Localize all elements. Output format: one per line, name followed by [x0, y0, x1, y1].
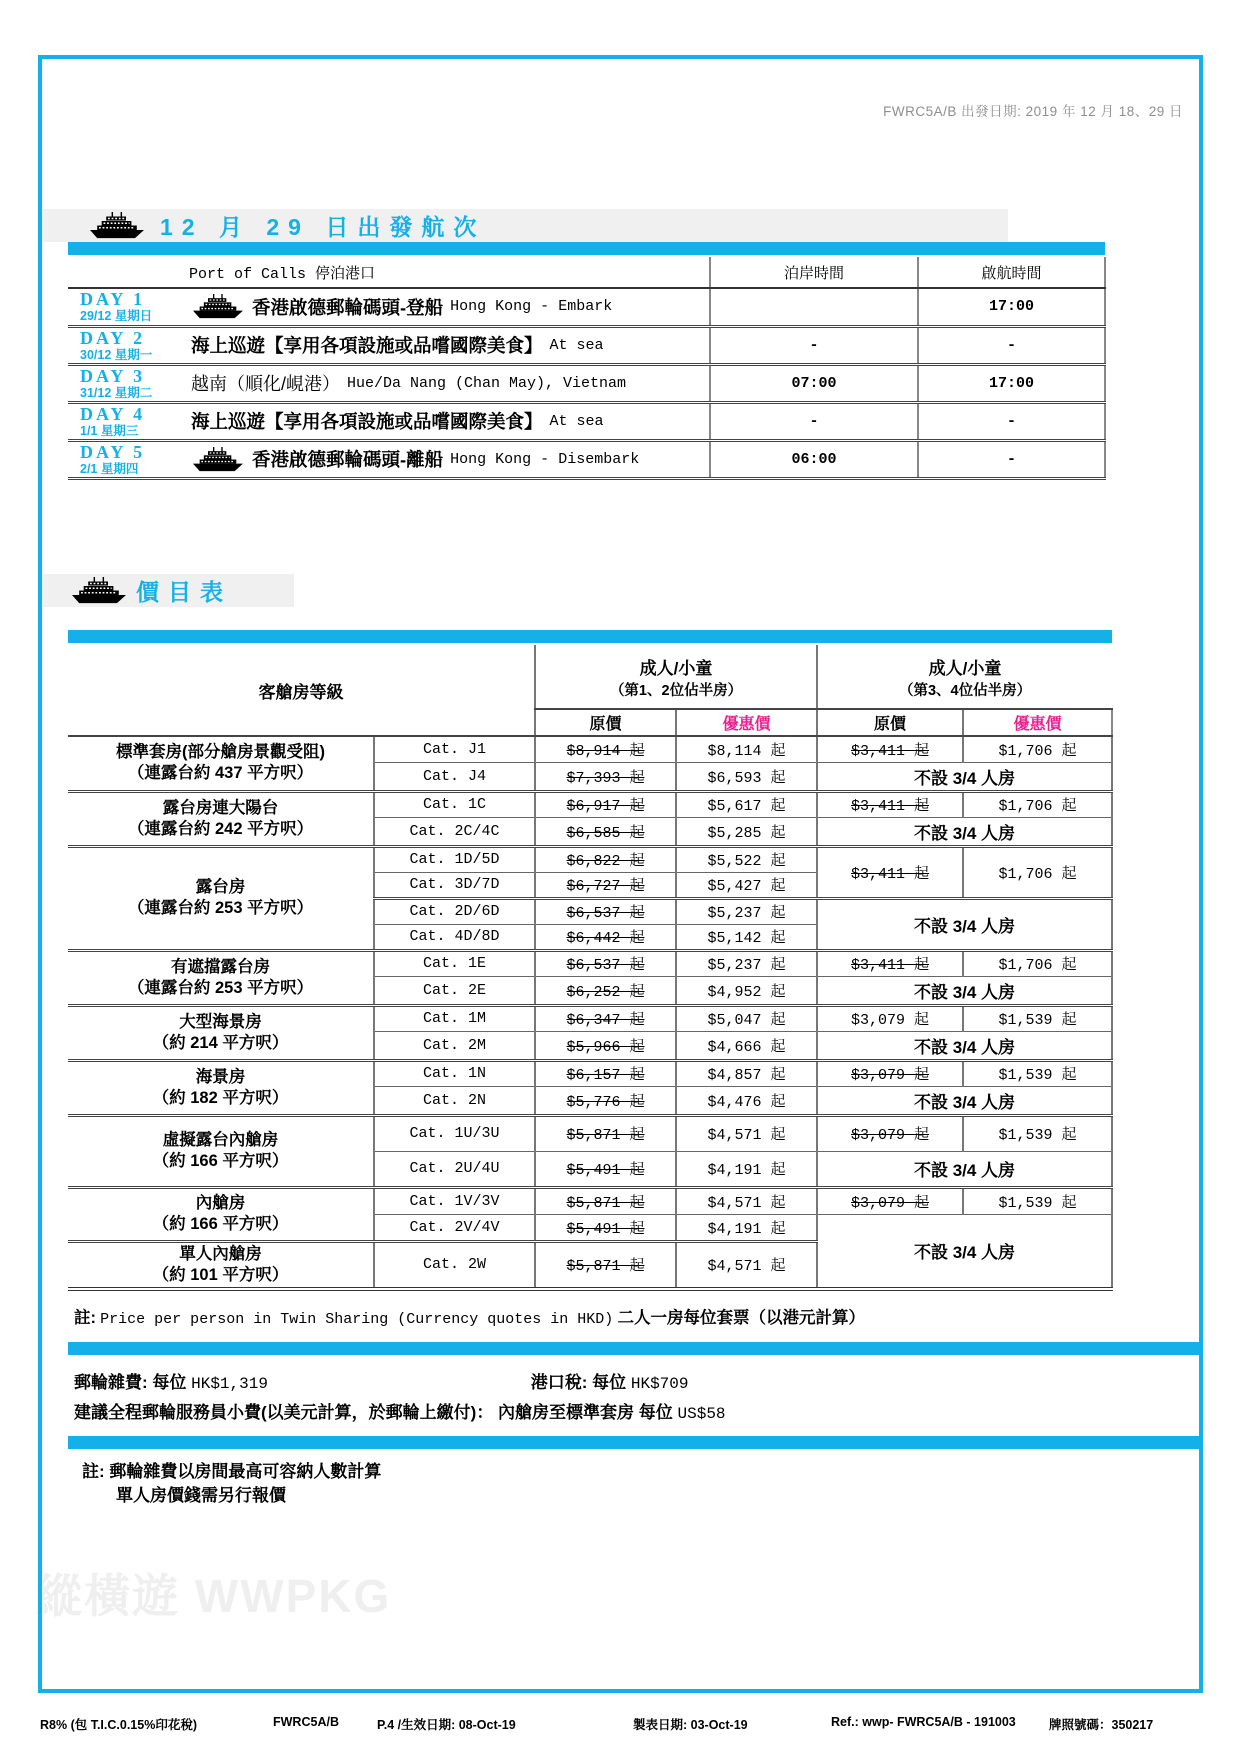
port-name-en: Hue/Da Nang (Chan May), Vietnam [347, 374, 627, 392]
day-date: 2/1 星期四 [80, 461, 139, 476]
note-zh: 二人一房每位套票（以港元計算） [617, 1308, 865, 1327]
promo-price: $5,047 起 [676, 1005, 817, 1031]
port-name-zh: 香港啟德郵輪碼頭-登船 [252, 296, 444, 318]
cabin-category: Cat. 1V/3V [374, 1187, 535, 1214]
orig-price: $5,491 起 [535, 1151, 676, 1187]
ship-icon [70, 577, 128, 604]
berth-time [710, 288, 918, 326]
itinerary-row-day5 [68, 440, 1105, 478]
orig-price: $5,966 起 [535, 1031, 676, 1060]
port-name-en: Hong Kong - Disembark [450, 450, 640, 468]
cabin-category: Cat. 4D/8D [374, 924, 535, 950]
cabin-name: 標準套房(部分艙房景觀受阻) （連露台約 437 平方呎） [68, 736, 374, 791]
footnote-block [68, 1460, 1112, 1508]
price-row [68, 1060, 1112, 1086]
ref-header: FWRC5A/B 出發日期: 2019 年 12 月 18、29 日 [883, 104, 1183, 119]
port-tax-label: 港口稅: 每位 [530, 1372, 627, 1392]
group1-subtitle: （第1、2位佔半房） [609, 682, 743, 699]
promo-price: $1,539 起 [963, 1060, 1112, 1086]
promo-price: $1,706 起 [963, 846, 1112, 898]
cabin-category: Cat. 2U/4U [374, 1151, 535, 1187]
port-name-zh: 越南（順化/峴港） [191, 374, 341, 394]
port-name-zh: 海上巡遊【享用各項設施或品嚐國際美食】 [191, 335, 543, 356]
promo-price: $4,476 起 [676, 1086, 817, 1115]
departure-time: - [918, 440, 1105, 478]
no-34-berth-note: 不設 3/4 人房 [817, 1214, 1112, 1289]
promo-price: $4,571 起 [676, 1241, 817, 1289]
day-label: DAY 4 [80, 403, 146, 424]
cabin-category: Cat. 3D/7D [374, 872, 535, 898]
group1-title: 成人/小童 [639, 658, 713, 678]
footer-issue-date: 製表日期: 03-Oct-19 [633, 1718, 748, 1732]
orig-price: $7,393 起 [535, 762, 676, 791]
itinerary-section-title: 12 月 29 日出發航次 [160, 214, 486, 240]
itinerary-row-day1 [68, 288, 1105, 326]
promo-price: $1,706 起 [963, 950, 1112, 976]
price-table [68, 630, 1112, 1508]
note-prefix: 註: [74, 1308, 96, 1327]
port-name-en: Hong Kong - Embark [450, 298, 613, 316]
cabin-name: 內艙房 （約 166 平方呎） [68, 1187, 374, 1241]
promo-price: $5,237 起 [676, 898, 817, 924]
berth-time: 06:00 [710, 440, 918, 478]
orig-price: $3,411 起 [817, 950, 963, 976]
itinerary-section-header [42, 209, 1008, 242]
price-row [68, 1187, 1112, 1214]
orig-price: $3,079 起 [817, 1115, 963, 1151]
berth-time: - [710, 326, 918, 364]
price-row [68, 1005, 1112, 1031]
promo-price: $5,522 起 [676, 846, 817, 872]
port-name-en: At sea [549, 336, 604, 354]
orig-price: $5,871 起 [535, 1241, 676, 1289]
day-label: DAY 3 [80, 365, 146, 386]
promo-price: $1,539 起 [963, 1005, 1112, 1031]
promo-price: $1,539 起 [963, 1115, 1112, 1151]
group2-title: 成人/小童 [928, 658, 1002, 678]
cabin-category: Cat. 1U/3U [374, 1115, 535, 1151]
port-column-header: Port of Calls 停泊港口 [185, 257, 710, 288]
cabin-category: Cat. 2M [374, 1031, 535, 1060]
port-name-zh: 海上巡遊【享用各項設施或品嚐國際美食】 [191, 411, 543, 432]
footer-code: FWRC5A/B [273, 1715, 339, 1729]
orig-price: $3,411 起 [817, 791, 963, 817]
twin-sharing-note [68, 1304, 1112, 1328]
ship-icon [191, 294, 245, 319]
itinerary-row-day2 [68, 326, 1105, 364]
orig-price: $5,871 起 [535, 1115, 676, 1151]
promo-price: $6,593 起 [676, 762, 817, 791]
promo-price: $1,539 起 [963, 1187, 1112, 1214]
berth-time: 07:00 [710, 364, 918, 402]
promo-price: $5,237 起 [676, 950, 817, 976]
price-row [68, 846, 1112, 872]
itinerary-table [68, 242, 1105, 480]
promo-price-header: 優惠價 [963, 709, 1112, 736]
no-34-berth-note: 不設 3/4 人房 [817, 1086, 1112, 1115]
day-label: DAY 5 [80, 441, 146, 462]
departure-time: - [918, 326, 1105, 364]
promo-price: $5,427 起 [676, 872, 817, 898]
tips-value: US$58 [677, 1404, 726, 1423]
price-section-title: 價目表 [136, 579, 232, 605]
orig-price: $3,079 起 [817, 1005, 963, 1031]
itinerary-row-day4 [68, 402, 1105, 440]
tips-label: 建議全程郵輪服務員小費(以美元計算，於郵輪上繳付)： 內艙房至標準套房 每位 [74, 1402, 673, 1422]
watermark: 縱橫遊 WWPKG [36, 1570, 392, 1622]
footer-effective-date: P.4 /生效日期: 08-Oct-19 [377, 1718, 516, 1732]
promo-price: $5,142 起 [676, 924, 817, 950]
itinerary-row-day3 [68, 364, 1105, 402]
promo-price-header: 優惠價 [676, 709, 817, 736]
cabin-category: Cat. 2V/4V [374, 1214, 535, 1241]
cabin-category: Cat. 1C [374, 791, 535, 817]
day-date: 30/12 星期一 [80, 347, 153, 362]
day-column-header [68, 257, 185, 288]
orig-price: $6,537 起 [535, 898, 676, 924]
orig-price: $3,411 起 [817, 736, 963, 762]
day-date: 1/1 星期三 [80, 423, 139, 438]
footer-licence: 牌照號碼：350217 [1049, 1718, 1154, 1732]
cabin-name: 有遮擋露台房 （連露台約 253 平方呎） [68, 950, 374, 1005]
cabin-category: Cat. 2N [374, 1086, 535, 1115]
orig-price: $3,411 起 [817, 846, 963, 898]
price-table-top-bar [68, 630, 1112, 643]
orig-price: $6,822 起 [535, 846, 676, 872]
cabin-name: 海景房 （約 182 平方呎） [68, 1060, 374, 1115]
footnote-prefix: 註: [82, 1461, 105, 1481]
orig-price: $6,252 起 [535, 976, 676, 1005]
orig-price: $6,157 起 [535, 1060, 676, 1086]
group2-header [817, 645, 1112, 709]
promo-price: $1,706 起 [963, 736, 1112, 762]
orig-price: $6,347 起 [535, 1005, 676, 1031]
day-date: 29/12 星期日 [80, 309, 153, 324]
orig-price: $8,914 起 [535, 736, 676, 762]
price-row [68, 1115, 1112, 1151]
footer-tax-note: R8% (包 T.I.C.0.15%印花稅) [40, 1718, 197, 1732]
port-name-en: At sea [549, 412, 604, 430]
divider-bar [68, 1436, 1199, 1449]
divider-bar [68, 1342, 1199, 1355]
day-label: DAY 1 [80, 289, 146, 310]
orig-price: $5,776 起 [535, 1086, 676, 1115]
promo-price: $4,191 起 [676, 1151, 817, 1187]
misc-fee-label: 郵輪雜費: 每位 [74, 1372, 187, 1392]
promo-price: $4,191 起 [676, 1214, 817, 1241]
promo-price: $8,114 起 [676, 736, 817, 762]
price-row [68, 950, 1112, 976]
cabin-grade-header: 客艙房等級 [68, 645, 535, 736]
cruise-fees-line [68, 1368, 1112, 1393]
cabin-category: Cat. 2D/6D [374, 898, 535, 924]
footer-ref: Ref.: wwp- FWRC5A/B - 191003 [831, 1715, 1016, 1729]
price-section-header [42, 574, 294, 607]
port-tax-value: HK$709 [630, 1374, 689, 1393]
orig-price: $6,537 起 [535, 950, 676, 976]
orig-price-header: 原價 [817, 709, 963, 736]
tips-line [68, 1398, 1112, 1423]
departure-time-column-header: 啟航時間 [918, 257, 1105, 288]
no-34-berth-note: 不設 3/4 人房 [817, 898, 1112, 950]
orig-price-header: 原價 [535, 709, 676, 736]
ship-icon [191, 447, 245, 472]
no-34-berth-note: 不設 3/4 人房 [817, 1151, 1112, 1187]
orig-price: $5,871 起 [535, 1187, 676, 1214]
cabin-category: Cat. J4 [374, 762, 535, 791]
cabin-name: 露台房連大陽台 （連露台約 242 平方呎） [68, 791, 374, 846]
cabin-category: Cat. 1E [374, 950, 535, 976]
orig-price: $6,917 起 [535, 791, 676, 817]
departure-time: 17:00 [918, 364, 1105, 402]
berth-time: - [710, 402, 918, 440]
day-date: 31/12 星期二 [80, 385, 153, 400]
berth-time-column-header: 泊岸時間 [710, 257, 918, 288]
orig-price: $6,727 起 [535, 872, 676, 898]
cabin-category: Cat. 2E [374, 976, 535, 1005]
promo-price: $4,571 起 [676, 1115, 817, 1151]
promo-price: $4,857 起 [676, 1060, 817, 1086]
orig-price: $3,079 起 [817, 1060, 963, 1086]
promo-price: $4,952 起 [676, 976, 817, 1005]
no-34-berth-note: 不設 3/4 人房 [817, 762, 1112, 791]
cabin-name: 大型海景房 （約 214 平方呎） [68, 1005, 374, 1060]
cabin-category: Cat. J1 [374, 736, 535, 762]
footnote-line2: 單人房價錢需另行報價 [116, 1485, 286, 1505]
cabin-name: 虛擬露台內艙房 （約 166 平方呎） [68, 1115, 374, 1187]
orig-price: $6,442 起 [535, 924, 676, 950]
no-34-berth-note: 不設 3/4 人房 [817, 1031, 1112, 1060]
orig-price: $6,585 起 [535, 817, 676, 846]
itinerary-table-top-bar [68, 242, 1105, 255]
no-34-berth-note: 不設 3/4 人房 [817, 976, 1112, 1005]
price-row [68, 791, 1112, 817]
promo-price: $5,285 起 [676, 817, 817, 846]
port-name-zh: 香港啟德郵輪碼頭-離船 [252, 449, 444, 470]
orig-price: $5,491 起 [535, 1214, 676, 1241]
group1-header [535, 645, 817, 709]
cabin-category: Cat. 1M [374, 1005, 535, 1031]
price-row [68, 736, 1112, 762]
promo-price: $1,706 起 [963, 791, 1112, 817]
departure-time: - [918, 402, 1105, 440]
group2-subtitle: （第3、4位佔半房） [898, 682, 1032, 699]
promo-price: $4,666 起 [676, 1031, 817, 1060]
cabin-category: Cat. 2W [374, 1241, 535, 1289]
departure-time: 17:00 [918, 288, 1105, 326]
cabin-name: 單人內艙房 （約 101 平方呎） [68, 1241, 374, 1289]
note-en: Price per person in Twin Sharing (Currency quotes in HKD) [100, 1310, 614, 1328]
cabin-category: Cat. 1D/5D [374, 846, 535, 872]
orig-price: $3,079 起 [817, 1187, 963, 1214]
promo-price: $4,571 起 [676, 1187, 817, 1214]
day-label: DAY 2 [80, 327, 146, 348]
footnote-line1: 郵輪雜費以房間最高可容納人數計算 [109, 1461, 382, 1481]
promo-price: $5,617 起 [676, 791, 817, 817]
ship-icon [88, 212, 146, 239]
no-34-berth-note: 不設 3/4 人房 [817, 817, 1112, 846]
cabin-name: 露台房 （連露台約 253 平方呎） [68, 846, 374, 950]
cabin-category: Cat. 2C/4C [374, 817, 535, 846]
misc-fee-value: HK$1,319 [191, 1374, 268, 1393]
cabin-category: Cat. 1N [374, 1060, 535, 1086]
